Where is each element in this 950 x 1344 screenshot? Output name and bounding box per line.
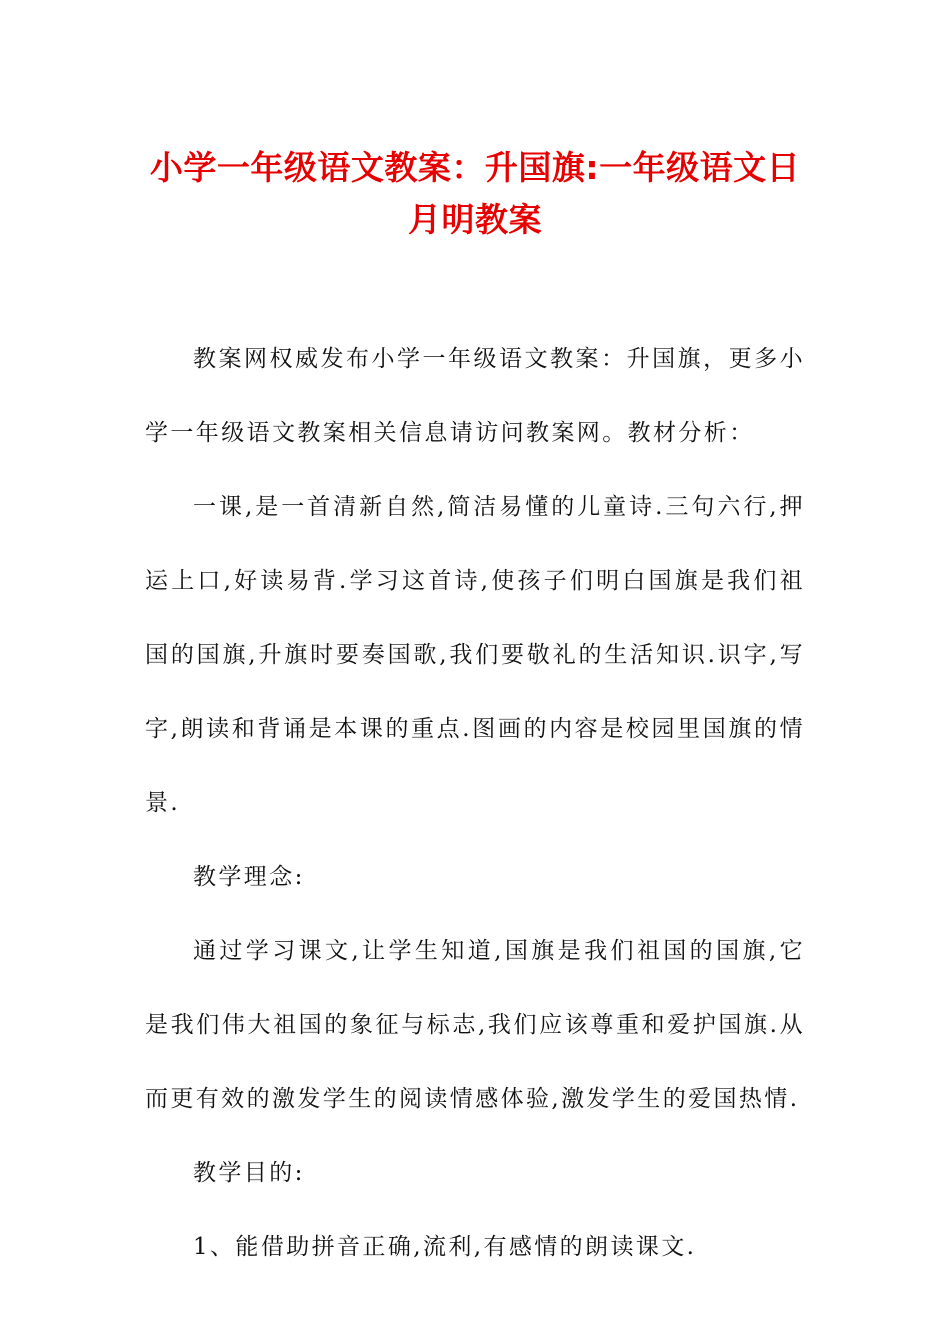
paragraph-intro: 教案网权威发布小学一年级语文教案：升国旗，更多小学一年级语文教案相关信息请访问教案网。教材分析： [145,346,805,446]
paragraph-analysis: 一课,是一首清新自然,简洁易懂的儿童诗.三句六行,押运上口,好读易背.学习这首诗,使孩子们明白国旗是我们祖国的国旗,升旗时要奏国歌,我们要敬礼的生活知识.识字,写字,朗读和背诵是本课的重点.图画的内容是校园里国旗的情景. [145,494,805,816]
paragraph-goal-1: 1、能借助拼音正确,流利,有感情的朗读课文. [193,1234,697,1260]
paragraph-teaching-concept: 通过学习课文,让学生知道,国旗是我们祖国的国旗,它是我们伟大祖国的象征与标志,我们应该尊重和爱护国旗.从而更有效的激发学生的阅读情感体验,激发学生的爱国热情. [145,938,805,1112]
heading-teaching-concept: 教学理念: [193,864,305,890]
document-title: 小学一年级语文教案：升国旗:一年级语文日月明教案 [149,148,801,239]
heading-teaching-goals: 教学目的: [193,1160,305,1186]
document-body [145,322,805,1284]
